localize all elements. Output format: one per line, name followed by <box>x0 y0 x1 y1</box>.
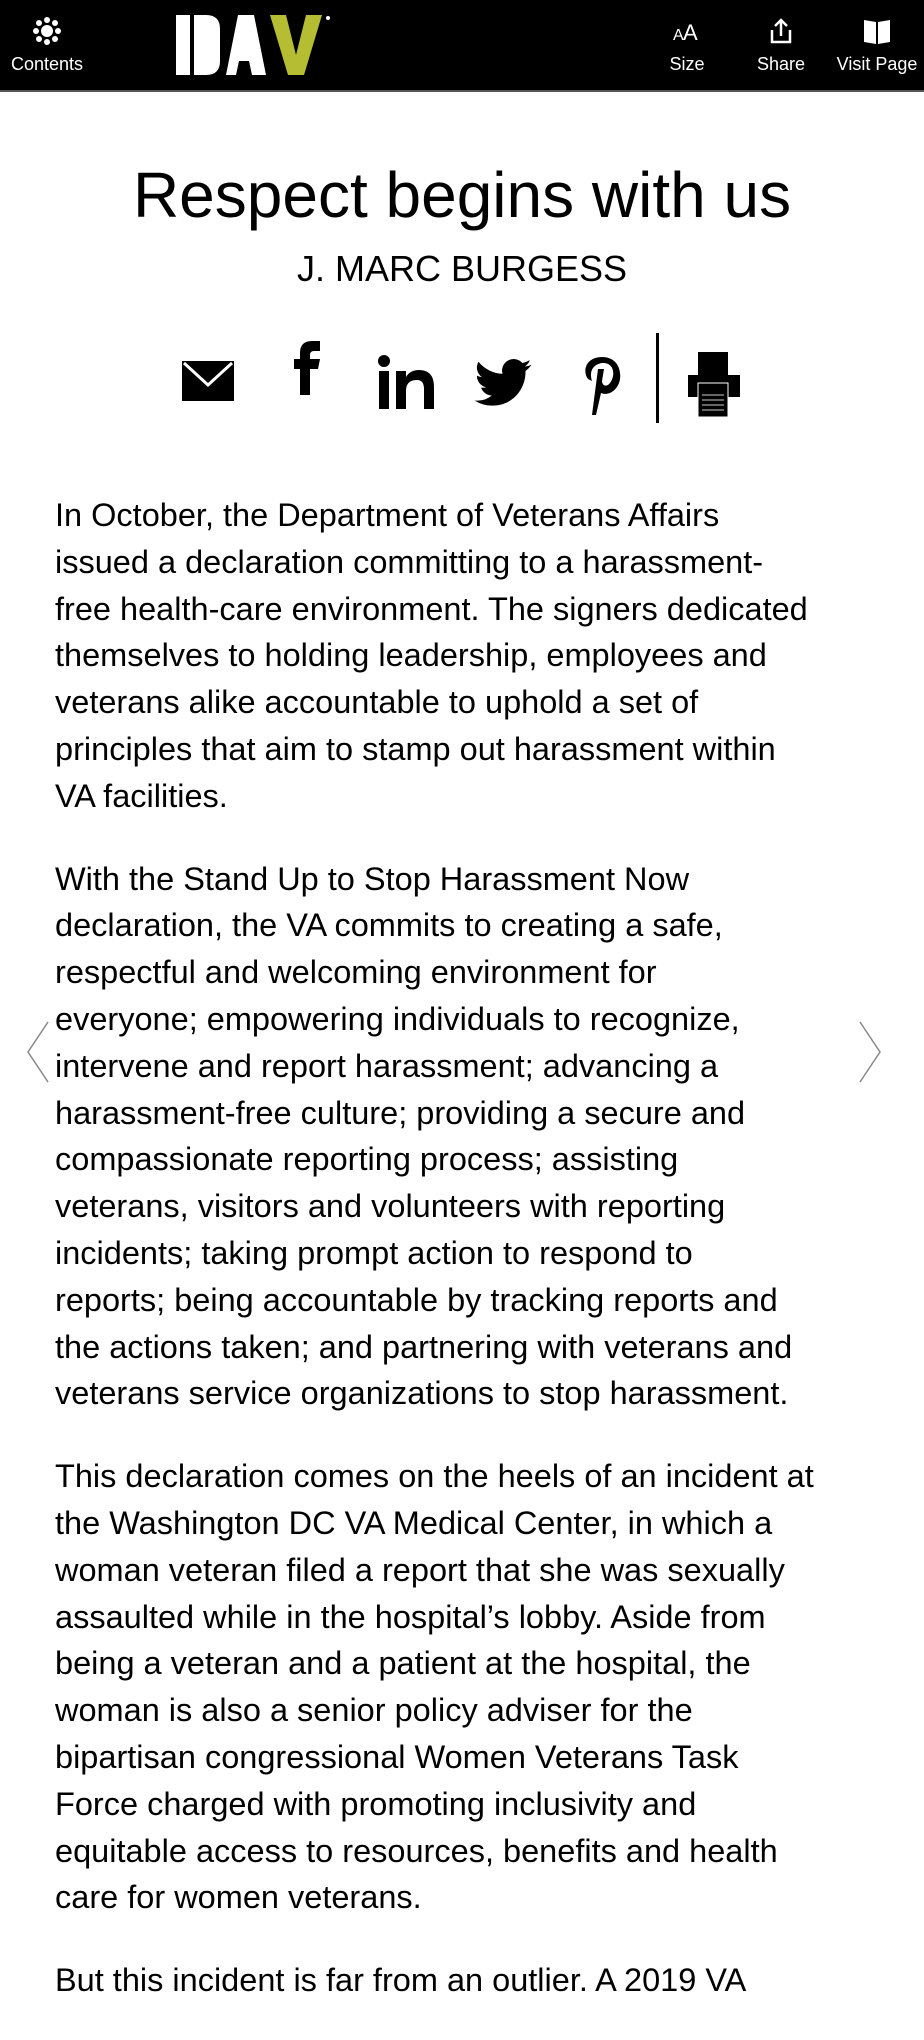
article-title: Respect begins with us <box>132 159 792 231</box>
share-icon <box>766 16 796 46</box>
print-button[interactable] <box>686 335 742 423</box>
contents-icon <box>32 16 62 46</box>
share-divider <box>656 333 659 423</box>
svg-text:A: A <box>683 20 698 45</box>
paragraph: This declaration comes on the heels of an incident at the Washington DC VA Medical Center, in which a woman veteran filed a report that she was sexually assaulted while in the hospital’s lobby. Aside from being a veteran and a patient at the hospital, the woman is also a senior policy adviser for the bipartisan congressional Women Veterans Task Force charged with promoting inclusivity and equitable access to resources, benefits and health care for women veterans. <box>55 1458 814 1916</box>
svg-text:A: A <box>673 27 684 44</box>
paragraph: In October, the Department of Veterans Affairs issued a declaration committing to a harassment- free health-care environment. The signers dedicated themselves to holding leadership, employees and veterans alike accountable to uphold a set of principles that aim to stamp out harassment within VA facilities. <box>55 497 808 814</box>
twitter-share-button[interactable] <box>472 335 534 423</box>
contents-button[interactable]: Contents <box>4 0 90 90</box>
paragraph: With the Stand Up to Stop Harassment Now declaration, the VA commits to creating a safe, respectful and welcoming environment for everyone; empowering individuals to recognize, intervene and report harassment; advancing a harassment-free culture; providing a secure and compassionate reporting process; assisting veterans, visitors and volunteers with reporting incidents; taking prompt action to respond to reports; being accountable by tracking reports and the actions taken; and partnering with veterans and veterans service organizations to stop harassment. <box>55 860 793 1412</box>
email-icon <box>180 335 236 423</box>
size-button[interactable]: A A Size <box>655 0 719 90</box>
facebook-icon <box>290 335 326 423</box>
pinterest-share-button[interactable] <box>580 335 624 423</box>
pinterest-icon <box>580 335 624 423</box>
paragraph: But this incident is far from an outlier. A 2019 VA <box>55 1962 747 1999</box>
next-page-arrow-icon[interactable] <box>858 1020 882 1084</box>
article-body <box>55 492 885 2040</box>
previous-page-arrow-icon[interactable] <box>26 1020 50 1084</box>
top-toolbar <box>0 0 924 92</box>
facebook-share-button[interactable] <box>290 335 326 423</box>
dav-logo <box>176 15 346 75</box>
linkedin-icon <box>378 335 436 423</box>
share-button[interactable]: Share <box>745 0 817 90</box>
print-icon <box>686 335 742 423</box>
text-size-icon <box>672 16 702 46</box>
linkedin-share-button[interactable] <box>378 335 436 423</box>
visit-page-button[interactable]: Visit Page <box>832 0 922 90</box>
email-share-button[interactable] <box>180 335 236 423</box>
book-icon <box>862 16 892 46</box>
twitter-icon <box>472 335 534 423</box>
article-author: J. MARC BURGESS <box>296 248 628 289</box>
